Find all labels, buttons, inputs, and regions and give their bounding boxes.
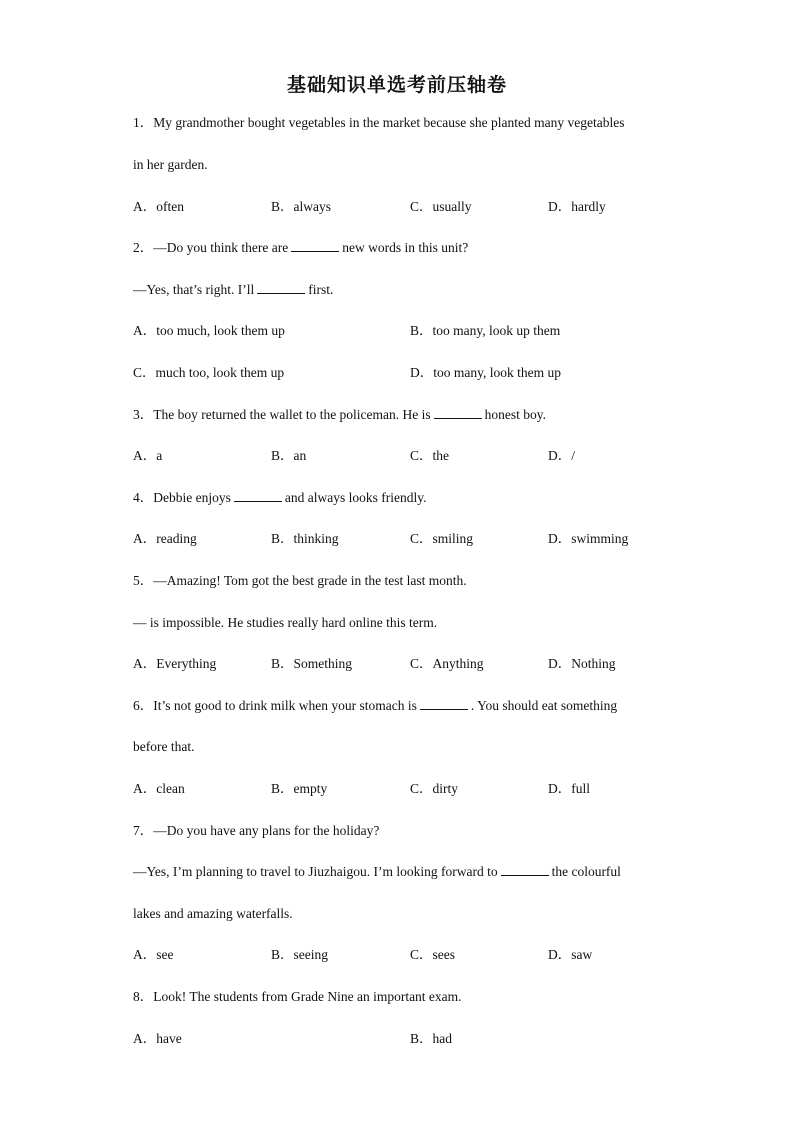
q5-option-a[interactable]: A．Everything [133,656,217,671]
q7-option-a[interactable]: A．see [133,947,174,962]
q3-text-part1: 3．The boy returned the wallet to the policeman. He is [133,407,431,422]
q1-option-c[interactable]: C．usually [410,199,472,214]
q2-option-c[interactable]: C．much too, look them up [133,365,285,380]
answer-blank [234,489,282,502]
q7-option-d[interactable]: D．saw [548,947,593,962]
q3-text-part2: honest boy. [484,407,547,422]
q4-option-d[interactable]: D．swimming [548,531,629,546]
question-2-reply [133,281,333,299]
q2-reply-part1: —Yes, that’s right. I’ll [133,282,255,297]
q1-option-d[interactable]: D．hardly [548,199,606,214]
q6-option-b[interactable]: B．empty [271,781,328,796]
q1-option-b[interactable]: B．always [271,199,331,214]
question-4-text [133,489,426,507]
q4-text-part2: and always looks friendly. [284,490,427,505]
question-2-text [133,239,468,257]
q8-option-b[interactable]: B．had [410,1031,452,1046]
question-6-text-cont: before that. [133,739,195,754]
q7-reply-part1: —Yes, I’m planning to travel to Jiuzhaigou. I’m looking forward to [133,864,498,879]
q5-option-b[interactable]: B．Something [271,656,353,671]
q6-option-d[interactable]: D．full [548,781,590,796]
question-5-text: 5．—Amazing! Tom got the best grade in the test last month. [133,573,467,588]
q2-text-part1: 2．—Do you think there are [133,240,289,255]
q2-option-d[interactable]: D．too many, look them up [410,365,561,380]
q1-option-a[interactable]: A．often [133,199,184,214]
q7-option-c[interactable]: C．sees [410,947,455,962]
answer-blank [291,239,339,252]
q6-option-c[interactable]: C．dirty [410,781,459,796]
q3-option-a[interactable]: A．a [133,448,163,463]
q7-reply-part2: the colourful [551,864,621,879]
q2-option-b[interactable]: B．too many, look up them [410,323,561,338]
q7-option-b[interactable]: B．seeing [271,947,328,962]
question-5-reply: — is impossible. He studies really hard online this term. [133,615,438,630]
q4-text-part1: 4．Debbie enjoys [133,490,231,505]
question-7-reply [133,863,621,881]
q5-option-d[interactable]: D．Nothing [548,656,616,671]
q4-option-c[interactable]: C．smiling [410,531,474,546]
q6-option-a[interactable]: A．clean [133,781,185,796]
page-title: 基础知识单选考前压轴卷 [286,74,507,96]
question-3-text [133,406,546,424]
q6-text-part2: . You should eat something [470,698,618,713]
q4-option-b[interactable]: B．thinking [271,531,339,546]
q3-option-d[interactable]: D．/ [548,448,575,463]
q4-option-a[interactable]: A．reading [133,531,197,546]
question-1-text-cont: in her garden. [133,157,208,172]
answer-blank [501,863,549,876]
answer-blank [420,697,468,710]
answer-blank [434,406,482,419]
answer-blank [257,281,305,294]
question-6-text [133,697,617,715]
question-7-text: 7．—Do you have any plans for the holiday? [133,823,380,838]
q2-option-a[interactable]: A．too much, look them up [133,323,285,338]
q2-text-part2: new words in this unit? [342,240,469,255]
q8-option-a[interactable]: A．have [133,1031,182,1046]
question-8-text: 8．Look! The students from Grade Nine an important exam. [133,989,462,1004]
q2-reply-part2: first. [308,282,334,297]
q3-option-c[interactable]: C．the [410,448,449,463]
question-1-text: 1．My grandmother bought vegetables in the market because she planted many vegetables [133,115,625,130]
q3-option-b[interactable]: B．an [271,448,307,463]
q6-text-part1: 6．It’s not good to drink milk when your stomach is [133,698,417,713]
question-7-reply-cont: lakes and amazing waterfalls. [133,906,293,921]
q5-option-c[interactable]: C．Anything [410,656,484,671]
